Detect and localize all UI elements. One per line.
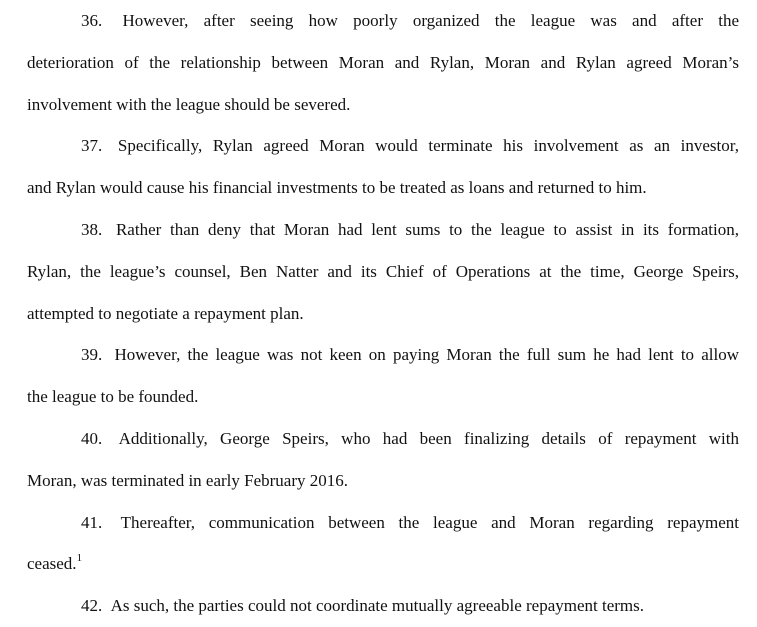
paragraph-41 <box>27 502 739 586</box>
line-text: Additionally, George Speirs, who had been finalizing details of repayment with <box>118 428 739 448</box>
paragraph-line <box>27 418 739 460</box>
line-text: involvement with the league should be severed. <box>27 94 351 114</box>
paragraph-line <box>27 125 739 167</box>
paragraph-37 <box>27 125 739 209</box>
paragraph-line <box>27 334 739 376</box>
line-text: Specifically, Rylan agreed Moran would terminate his involvement as an investor, <box>117 136 739 156</box>
paragraph-line <box>27 251 739 293</box>
line-text: As such, the parties could not coordinate mutually agreeable repayment terms. <box>110 596 644 616</box>
line-text: However, the league was not keen on paying Moran the full sum he had lent to allow <box>114 345 739 365</box>
paragraph-line <box>27 585 739 627</box>
paragraph-40 <box>27 418 739 502</box>
paragraph-39 <box>27 334 739 418</box>
paragraph-number: 38. <box>81 219 103 239</box>
paragraph-line <box>27 543 739 585</box>
paragraph-line <box>27 0 739 42</box>
line-text: ceased. <box>27 554 77 574</box>
paragraph-number: 39. <box>81 345 103 365</box>
paragraph-number: 41. <box>81 512 103 532</box>
line-text: the league to be founded. <box>27 387 199 407</box>
document-page <box>27 0 739 627</box>
paragraph-line <box>27 376 739 418</box>
line-text: Thereafter, communication between the league and Moran regarding repayment <box>120 512 739 532</box>
paragraph-number: 40. <box>81 428 103 448</box>
paragraph-line <box>27 209 739 251</box>
footnote-ref: 1 <box>76 552 83 565</box>
line-text: Moran, was terminated in early February 2016. <box>27 470 349 490</box>
line-text: and Rylan would cause his financial investments to be treated as loans and returned to him. <box>27 178 647 198</box>
paragraph-number: 37. <box>81 136 103 156</box>
line-text: However, after seeing how poorly organized the league was and after the <box>122 11 739 30</box>
line-text: attempted to negotiate a repayment plan. <box>27 303 304 323</box>
paragraph-line <box>27 460 739 502</box>
paragraph-line <box>27 293 739 335</box>
paragraph-line <box>27 502 739 544</box>
paragraph-line <box>27 167 739 209</box>
paragraph-line <box>27 42 739 84</box>
paragraph-line <box>27 84 739 126</box>
paragraph-number: 42. <box>81 596 103 616</box>
line-text: deterioration of the relationship between Moran and Rylan, Moran and Rylan agreed Moran’s <box>27 52 739 72</box>
paragraph-38 <box>27 209 739 334</box>
paragraph-number: 36. <box>81 11 103 30</box>
line-text: Rather than deny that Moran had lent sums to the league to assist in its formation, <box>115 219 739 239</box>
paragraph-36 <box>27 0 739 125</box>
line-text: Rylan, the league’s counsel, Ben Natter and its Chief of Operations at the time, George Speirs, <box>27 261 739 281</box>
paragraph-42 <box>27 585 739 627</box>
